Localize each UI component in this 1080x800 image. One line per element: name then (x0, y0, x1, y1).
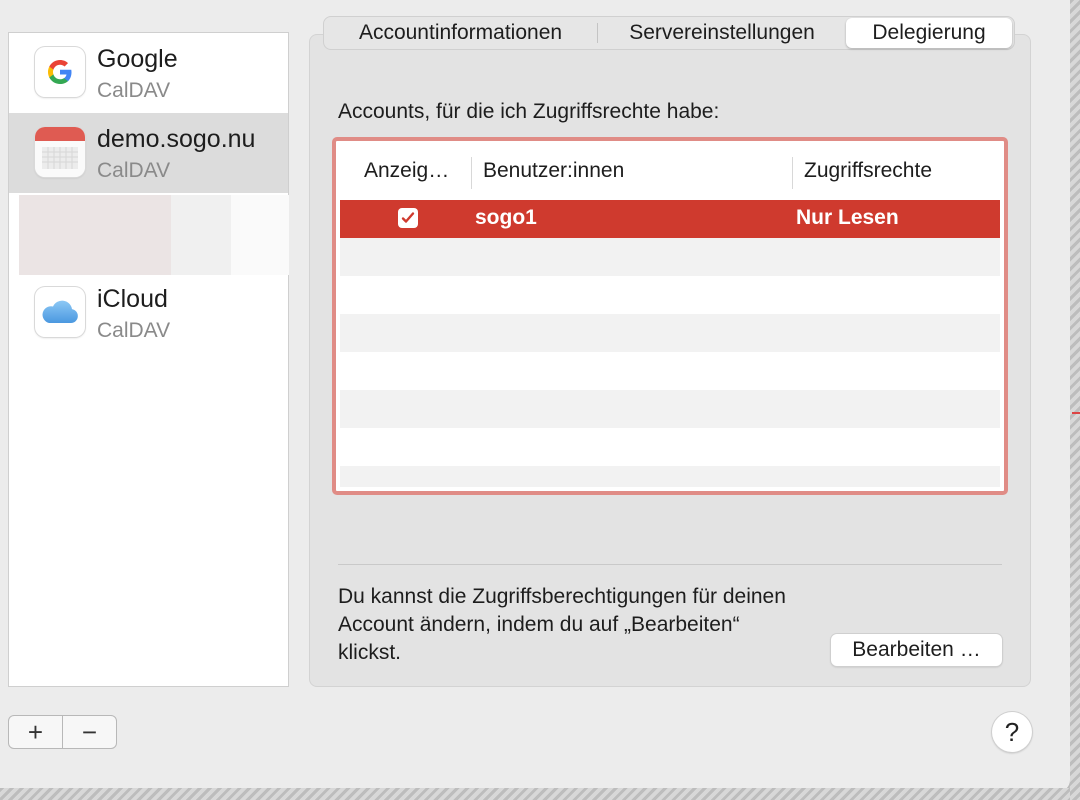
accounts-sidebar (8, 32, 289, 687)
delegation-table[interactable] (332, 137, 1008, 495)
add-remove-control (8, 715, 117, 749)
divider (338, 564, 1002, 565)
account-name: demo.sogo.nu (97, 125, 256, 153)
empty-row (340, 352, 1000, 390)
empty-row (340, 276, 1000, 314)
account-name: iCloud (97, 285, 168, 313)
empty-row (340, 390, 1000, 428)
column-header-users[interactable]: Benutzer:innen (483, 159, 625, 182)
account-item-demo-sogo[interactable] (9, 113, 288, 193)
user-cell: sogo1 (475, 206, 537, 229)
account-name: Google (97, 45, 178, 73)
empty-row (340, 466, 1000, 487)
tab-account-information[interactable]: Accountinformationen (358, 21, 563, 44)
google-icon (35, 47, 85, 97)
account-item-google[interactable] (9, 33, 288, 113)
checkmark-icon (400, 210, 416, 226)
column-header-rights[interactable]: Zugriffsrechte (804, 159, 932, 182)
icloud-icon (35, 287, 85, 337)
add-account-button[interactable]: + (27, 716, 44, 747)
calendar-icon (35, 127, 85, 177)
column-divider (792, 157, 793, 189)
account-type: CalDAV (97, 79, 171, 102)
account-item-icloud[interactable] (9, 273, 288, 353)
empty-row (340, 314, 1000, 352)
tab-server-settings[interactable]: Servereinstellungen (629, 21, 815, 44)
desktop-background (1070, 0, 1080, 800)
show-checkbox[interactable] (398, 208, 418, 228)
account-type: CalDAV (97, 319, 171, 342)
account-type: CalDAV (97, 159, 171, 182)
help-button[interactable]: ? (992, 712, 1032, 752)
redacted-account-item (19, 195, 289, 275)
column-header-show[interactable]: Anzeig… (364, 159, 450, 182)
empty-row (340, 428, 1000, 466)
desktop-background (0, 788, 1080, 800)
background-mark (1072, 412, 1080, 414)
column-divider (471, 157, 472, 189)
edit-button[interactable]: Bearbeiten … (831, 634, 1002, 666)
tab-bar (323, 16, 1015, 50)
table-header (340, 145, 1000, 200)
rights-cell: Nur Lesen (796, 206, 899, 229)
remove-account-button[interactable]: − (62, 716, 116, 748)
tab-delegation[interactable]: Delegierung (846, 18, 1012, 48)
empty-row (340, 238, 1000, 276)
section-label: Accounts, für die ich Zugriffsrechte habe: (338, 100, 720, 123)
delegation-description: Du kannst die Zugriffsberechtigungen für deinen Account ändern, indem du auf „Bearbeiten“ klickst. (338, 585, 786, 664)
table-row[interactable] (340, 200, 1000, 238)
